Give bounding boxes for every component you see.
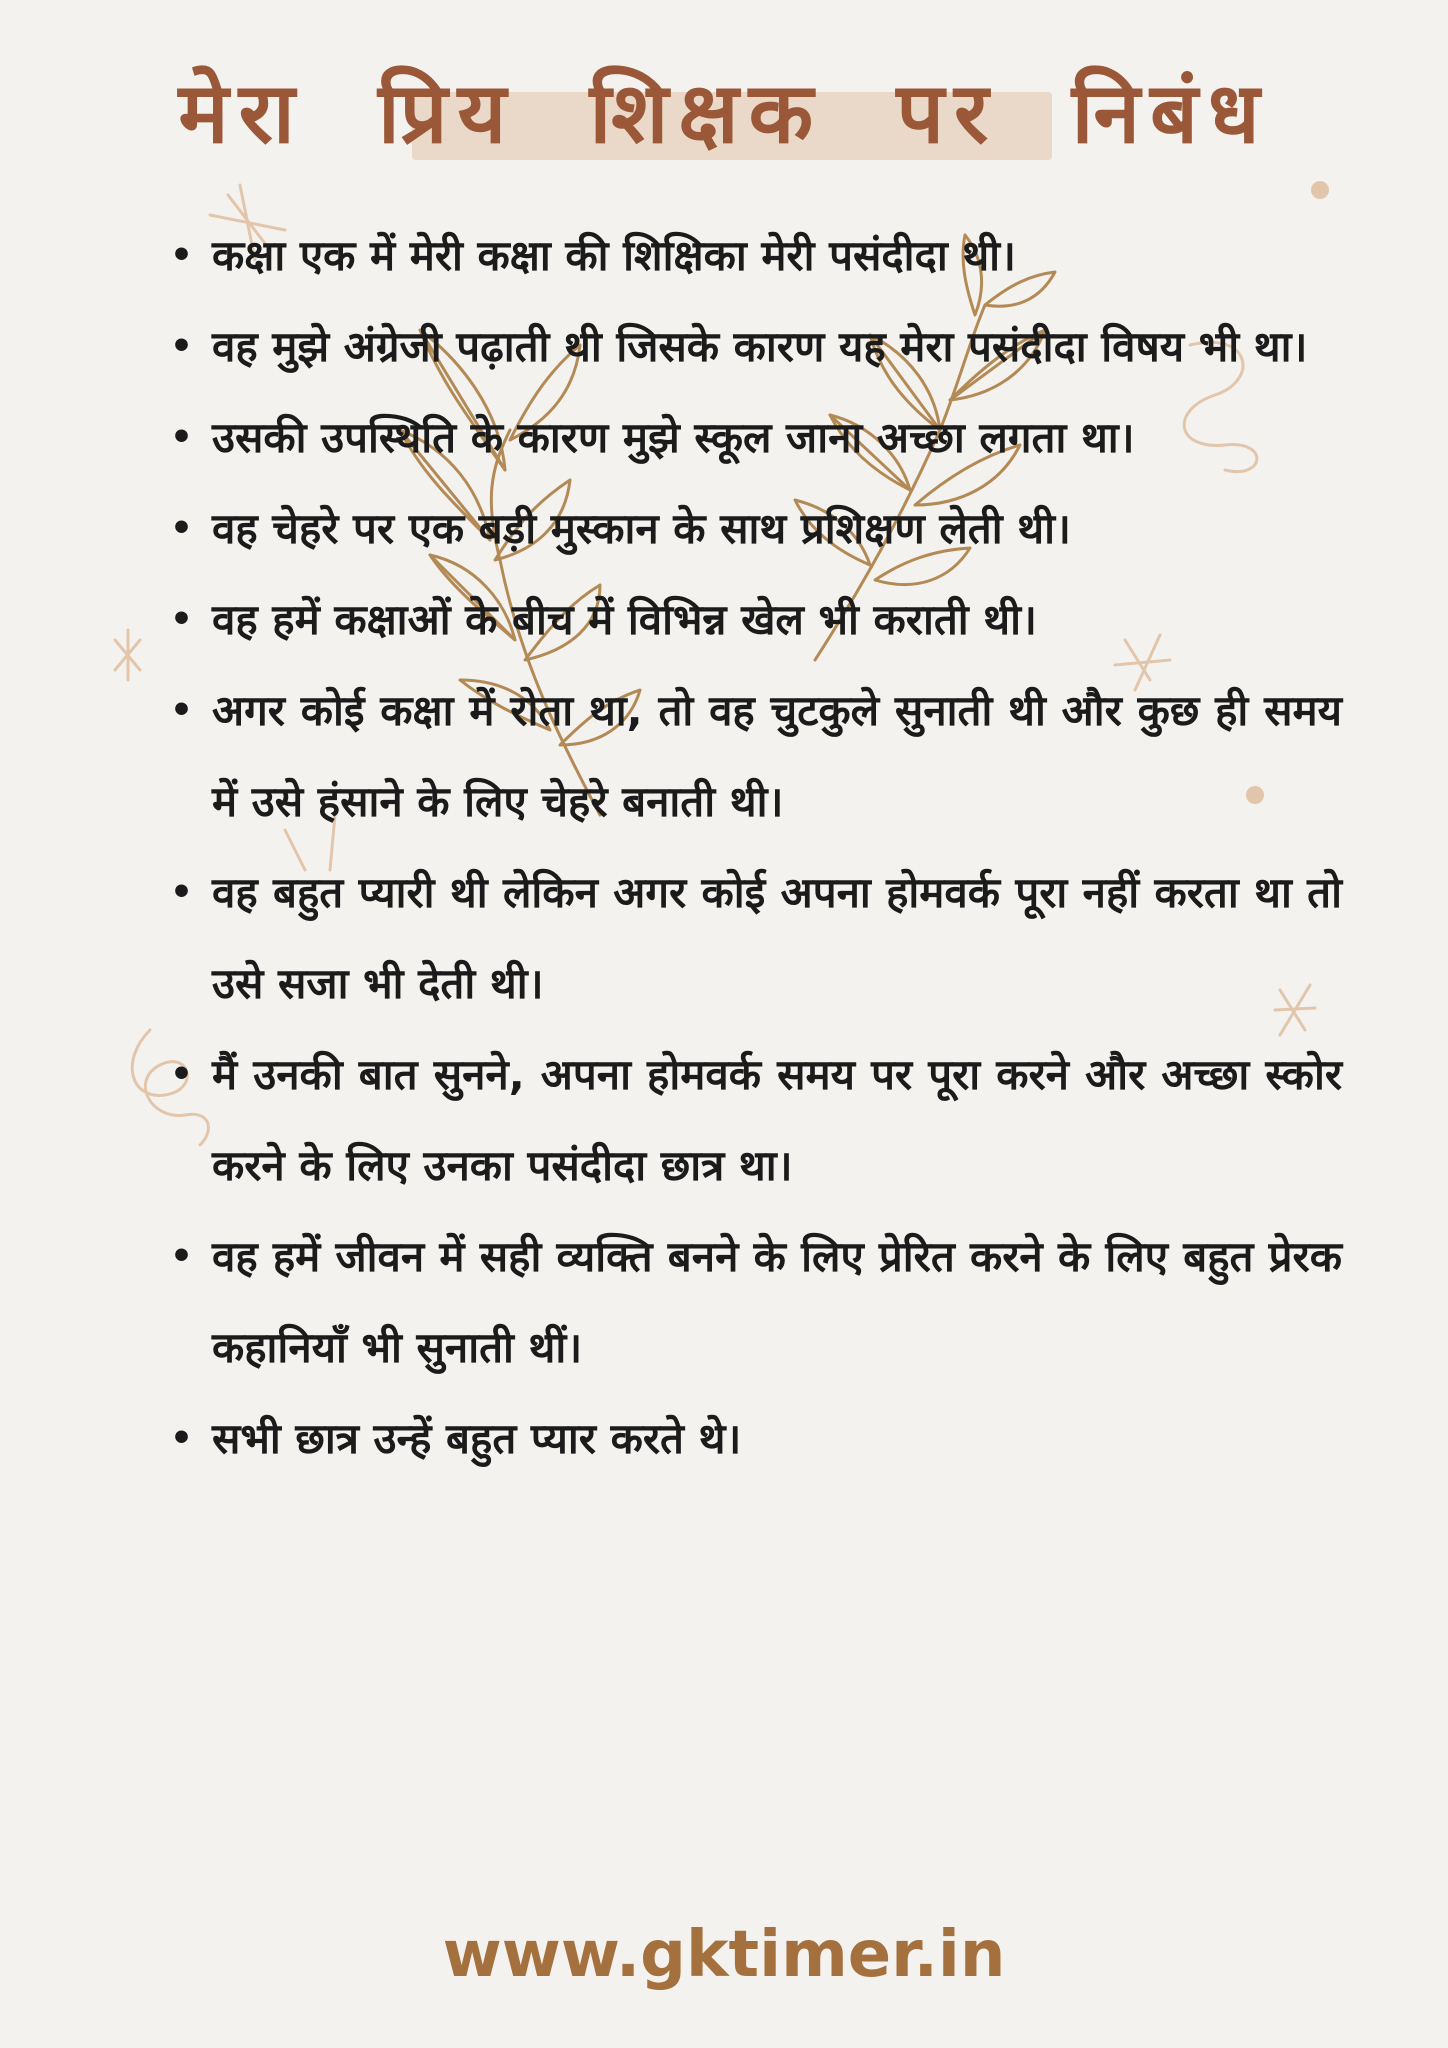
list-item: • वह हमें जीवन में सही व्यक्ति बनने के लिए प्रेरित करने के लिए बहुत प्रेरक कहानियाँ भी सुनाती थीं। [168, 1211, 1342, 1393]
sparkle-icon [115, 630, 140, 680]
page-title: मेरा प्रिय शिक्षक पर निबंध [178, 64, 1270, 162]
list-item: • सभी छात्र उन्हें बहुत प्यार करते थे। [168, 1393, 1342, 1484]
list-item: • वह मुझे अंग्रेजी पढ़ाती थी जिसके कारण यह मेरा पसंदीदा विषय भी था। [168, 301, 1342, 392]
list-item: • वह हमें कक्षाओं के बीच में विभिन्न खेल भी कराती थी। [168, 574, 1342, 665]
list-item: • अगर कोई कक्षा में रोता था, तो वह चुटकुले सुनाती थी और कुछ ही समय में उसे हंसाने के लिए चेहरे बनाती थी। [168, 665, 1342, 847]
list-item: • वह बहुत प्यारी थी लेकिन अगर कोई अपना होमवर्क पूरा नहीं करता था तो उसे सजा भी देती थी। [168, 847, 1342, 1029]
list-item: • मैं उनकी बात सुनने, अपना होमवर्क समय पर पूरा करने और अच्छा स्कोर करने के लिए उनका पसंदीदा छात्र था। [168, 1029, 1342, 1211]
dot-icon [1311, 181, 1329, 199]
website-url: www.gktimer.in [442, 1918, 1006, 1992]
list-item: • कक्षा एक में मेरी कक्षा की शिक्षिका मेरी पसंदीदा थी। [168, 210, 1342, 301]
list-item: • वह चेहरे पर एक बड़ी मुस्कान के साथ प्रशिक्षण लेती थी। [168, 483, 1342, 574]
essay-points-list [168, 210, 1342, 1484]
list-item: • उसकी उपस्थिति के कारण मुझे स्कूल जाना अच्छा लगता था। [168, 392, 1342, 483]
